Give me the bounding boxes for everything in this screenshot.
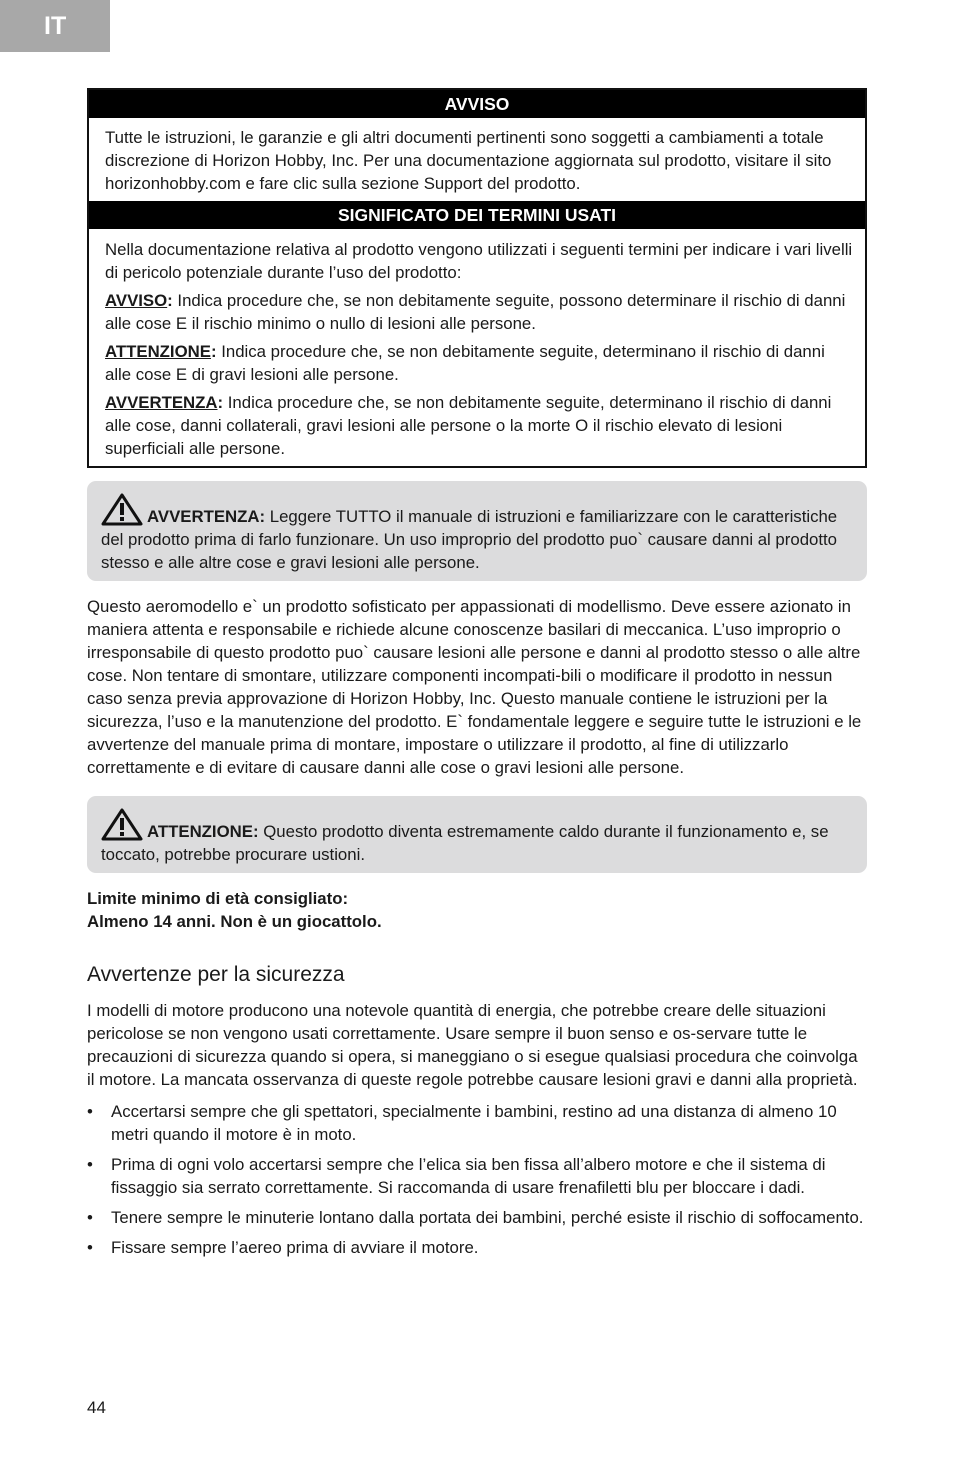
caution-callout [87,796,867,873]
age-limit-value: Almeno 14 anni. Non è un giocattolo. [87,912,382,931]
term-label: AVVISO [105,291,168,310]
warning-callout [87,481,867,581]
term-definition-avvertenza [105,391,853,460]
intro-paragraph: Questo aeromodello e` un prodotto sofisticato per appassionati di modellismo. Deve essere azionato in maniera attenta e responsabile e richiede alcune conoscenze basilari di meccanica. L’uso improprio o irresponsabile di questo prodotto puo` causare lesioni alle persone e danni al prodotto stesso o alle altre cose. Non tentare di smontare, utilizzare componenti incompati-bili o modificare il prodotto in nessun caso senza previa approvazione di Horizon Hobby, Inc. Questo manuale contiene le istruzioni per la sicurezza, l’uso e la manutenzione del prodotto. E` fondamentale leggere e seguire tutte le istruzioni e le avvertenze del manuale prima di montare, impostare o utilizzare il prodotto, al fine di utilizzarlo correttamente e di evitare di causare danni alle cose o gravi lesioni alle persone. [87,597,862,777]
safety-intro: I modelli di motore producono una notevole quantità di energia, che potrebbe creare delle situazioni pericolose se non vengono usati correttamente. Usare sempre il buon senso e os-servare tutte le precauzioni di sicurezza quando si opera, si maneggiano o si esegue qualsiasi procedura che coinvolga il motore. La mancata osservanza di queste regole potrebbe causare lesioni gravi e danni alla proprietà. [87,1001,858,1089]
notice-text: Tutte le istruzioni, le garanzie e gli altri documenti pertinenti sono soggetti a cambiamenti a totale discrezione di Horizon Hobby, Inc. Per una documentazione aggiornata sul prodotto, visitare il sito horizonhobby.com e fare clic sulla sezione Support del prodotto. [105,128,832,193]
language-tab: IT [0,0,110,52]
term-text: Indica procedure che, se non debitamente seguite, determinano il rischio di danni alle cose E di gravi lesioni alle persone. [105,342,825,384]
term-label: ATTENZIONE [105,342,211,361]
warning-lead: AVVERTENZA: [147,507,266,526]
list-item: • Accertarsi sempre che gli spettatori, specialmente i bambini, restino ad una distanza di almeno 10 metri quando il motore è in moto. [87,1100,867,1146]
term-colon: : [217,393,224,412]
notice-title: AVVISO [89,90,865,118]
list-item: • Prima di ogni volo accertarsi sempre che l’elica sia ben fissa all’albero motore e che il sistema di fissaggio sia serrato correttamente. Si raccomanda di usare frenafiletti blu per bloccare i dadi. [87,1153,867,1199]
age-limit-label: Limite minimo di età consigliato: [87,889,349,908]
safety-section-title: Avvertenze per la sicurezza [87,963,345,986]
warning-text: Leggere TUTTO il manuale di istruzioni e familiarizzare con le caratteristiche del prodotto prima di farlo funzionare. Un uso improprio del prodotto puo` causare danni al prodotto stesso e alle altre cose e gravi lesioni alle persone. [101,507,838,572]
list-item: • Fissare sempre l’aereo prima di avviare il motore. [87,1236,867,1259]
caution-text: Questo prodotto diventa estremamente caldo durante il funzionamento e, se toccato, potrebbe procurare ustioni. [101,822,829,864]
caution-lead: ATTENZIONE: [147,822,259,841]
page-content [87,88,867,1266]
terms-intro: Nella documentazione relativa al prodotto vengono utilizzati i seguenti termini per indicare i vari livelli di pericolo potenziale durante l’uso del prodotto: [105,240,853,282]
term-definition-avviso [105,289,853,335]
term-colon: : [210,342,217,361]
age-limit [87,887,867,933]
warning-triangle-icon [101,493,143,526]
terms-title: SIGNIFICATO DEI TERMINI USATI [89,201,865,229]
term-label: AVVERTENZA [105,393,218,412]
notice-box [87,88,867,468]
safety-bullet-list [87,1100,867,1259]
list-item: • Tenere sempre le minuterie lontano dalla portata dei bambini, perché esiste il rischio di soffocamento. [87,1206,867,1229]
term-colon: : [167,291,173,310]
term-text: Indica procedure che, se non debitamente seguite, determinano il rischio di danni alle cose, danni collaterali, gravi lesioni alle persone o la morte O il rischio elevato di lesioni superficiali alle persone. [105,393,832,458]
warning-triangle-icon [101,808,143,841]
term-definition-attenzione [105,340,853,386]
term-text: Indica procedure che, se non debitamente seguite, possono determinare il rischio di danni alle cose E il rischio minimo o nullo di lesioni alle persone. [105,291,846,333]
page-number: 44 [87,1398,106,1417]
